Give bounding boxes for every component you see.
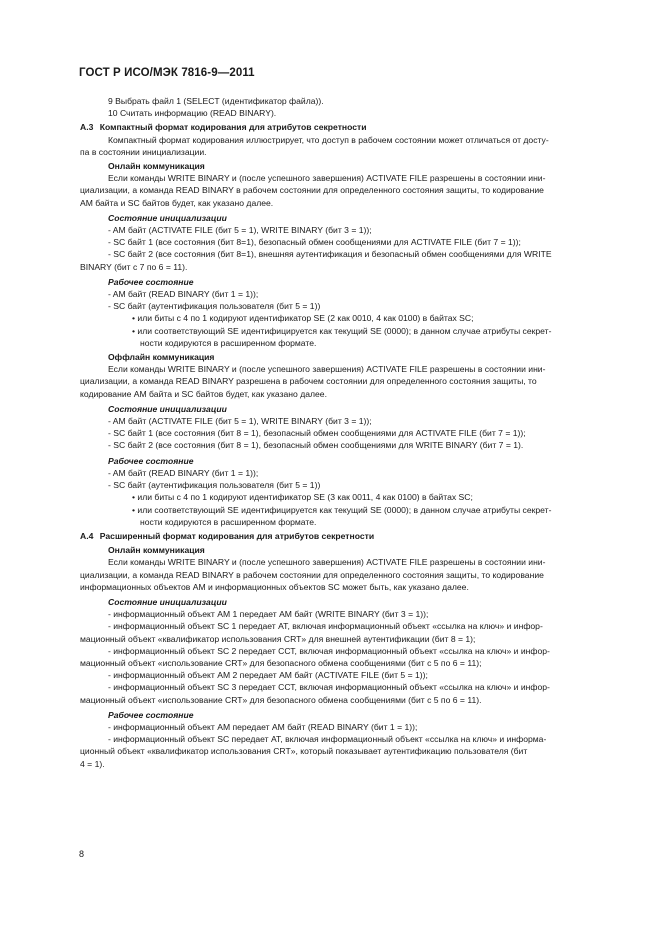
list-item: - информационный объект SC 3 передает ССТ, включая информационный объект «ссылка на ключ» и инфор- — [108, 682, 550, 693]
subheading-init-state: Состояние инициализации — [108, 212, 227, 223]
list-item: - AM байт (ACTIVATE FILE (бит 5 = 1), WRITE BINARY (бит 3 = 1)); — [108, 416, 372, 427]
section-a3-heading — [80, 121, 616, 133]
list-item: - информационный объект АМ 2 передает АМ байт (ACTIVATE FILE (бит 5 = 1)); — [108, 670, 428, 681]
list-item: - SC байт 2 (все состояния (бит 8=1), внешняя аутентификация и безопасный обмен сообщениями для WRITE — [108, 249, 552, 260]
list-item: - информационный объект АМ передает АМ байт (READ BINARY (бит 1 = 1)); — [108, 721, 418, 732]
list-item: - SC байт 2 (все состояния (бит 8 = 1), безопасный обмен сообщениями для WRITE BINARY (бит 7 = 1). — [108, 440, 524, 451]
subheading-online: Онлайн коммуникация — [108, 161, 205, 172]
section-a4-number: А.4 — [80, 530, 94, 541]
list-item-continuation: ционный объект «квалификатор использования CRT», который показывает аутентификацию пользователя (бит — [80, 746, 528, 757]
section-a3-number: А.3 — [80, 122, 94, 133]
step-9: 9 Выбрать файл 1 (SELECT (идентификатор файла)). — [108, 96, 324, 106]
document-header: ГОСТ Р ИСО/МЭК 7816-9—2011 — [79, 67, 255, 79]
paragraph-line: Компактный формат кодирования иллюстрирует, что доступ в рабочем состоянии может отличаться от досту- — [108, 134, 549, 145]
list-item: - информационный объект АМ 1 передает АМ байт (WRITE BINARY (бит 3 = 1)); — [108, 609, 429, 620]
list-item: - информационный объект SC 1 передает АТ, включая информационный объект «ссылка на ключ» и инфор- — [108, 621, 543, 632]
list-item-continuation: мационный объект «квалификатор использования CRT» для внешней аутентификации (бит 8 = 1); — [80, 633, 476, 644]
paragraph-line: Если команды WRITE BINARY и (после успешного завершения) ACTIVATE FILE разрешены в состоянии ини- — [108, 557, 546, 568]
sub-list-item-continuation: ности кодируются в расширенном формате. — [140, 337, 317, 348]
paragraph-line: циализации, а команда READ BINARY в рабочем состоянии для определенного состояния защиты, то кодирование — [80, 569, 544, 580]
subheading-work-state: Рабочее состояние — [108, 455, 194, 466]
section-a3-title: Компактный формат кодирования для атрибутов секретности — [99, 122, 367, 133]
sub-list-item-continuation: ности кодируются в расширенном формате. — [140, 516, 317, 527]
list-item-continuation: мационный объект «использование CRT» для безопасного обмена сообщениями (бит с 5 по 6 = 11); — [80, 657, 482, 668]
step-10: 10 Считать информацию (READ BINARY). — [108, 108, 277, 119]
subheading-online: Онлайн коммуникация — [108, 545, 205, 556]
list-item-continuation: BINARY (бит с 7 по 6 = 11). — [80, 261, 188, 272]
list-item-continuation: мационный объект «использование CRT» для безопасного обмена сообщениями (бит с 5 по 6 = 11). — [80, 694, 482, 705]
sub-list-item: • или соответствующий SE идентифицируется как текущий SE (0000); в данном случае атрибуты секрет- — [132, 325, 552, 336]
page-number: 8 — [79, 849, 85, 859]
sub-list-item: • или соответствующий SE идентифицируется как текущий SE (0000); в данном случае атрибуты секрет- — [132, 504, 552, 515]
sub-list-item: • или биты с 4 по 1 кодируют идентификатор SE (2 как 0010, 4 как 0100) в байтах SC; — [132, 313, 474, 324]
sub-list-item: • или биты с 4 по 1 кодируют идентификатор SE (3 как 0011, 4 как 0100) в байтах SC; — [132, 492, 473, 503]
section-a4-heading — [80, 530, 616, 542]
paragraph-line: Если команды WRITE BINARY и (после успешного завершения) ACTIVATE FILE разрешены в состоянии ини- — [108, 173, 546, 184]
list-item: - SC байт 1 (все состояния (бит 8=1), безопасный обмен сообщениями для ACTIVATE FILE (бит 7 = 1)); — [108, 237, 521, 248]
list-item: - SC байт (аутентификация пользователя (бит 5 = 1)) — [108, 480, 321, 491]
paragraph-line: АМ байта и SC байтов будет, как указано далее. — [80, 197, 274, 208]
paragraph-line: циализации, а команда READ BINARY в рабочем состоянии для определенного состояния защиты, то кодирование — [80, 185, 544, 196]
list-item-continuation: 4 = 1). — [80, 758, 105, 769]
list-item: - информационный объект SC 2 передает ССТ, включая информационный объект «ссылка на ключ» и инфор- — [108, 645, 550, 656]
paragraph-line: Если команды WRITE BINARY и (после успешного завершения) ACTIVATE FILE разрешены в состоянии ини- — [108, 364, 546, 375]
list-item: - AM байт (ACTIVATE FILE (бит 5 = 1), WRITE BINARY (бит 3 = 1)); — [108, 225, 372, 236]
subheading-work-state: Рабочее состояние — [108, 709, 194, 720]
paragraph-line: кодирование AM байта и SC байтов будет, как указано далее. — [80, 388, 327, 399]
subheading-init-state: Состояние инициализации — [108, 596, 227, 607]
paragraph-line: па в состоянии инициализации. — [80, 146, 207, 157]
list-item: - SC байт (аутентификация пользователя (бит 5 = 1)) — [108, 301, 321, 312]
subheading-init-state: Состояние инициализации — [108, 403, 227, 414]
document-body — [80, 95, 616, 770]
list-item: - AM байт (READ BINARY (бит 1 = 1)); — [108, 289, 259, 300]
subheading-work-state: Рабочее состояние — [108, 276, 194, 287]
paragraph-line: информационных объектов АМ и информационных объектов SC может быть, как указано далее. — [80, 581, 469, 592]
list-item: - AM байт (READ BINARY (бит 1 = 1)); — [108, 467, 259, 478]
list-item: - SC байт 1 (все состояния (бит 8 = 1), безопасный обмен сообщениями для ACTIVATE FILE (бит 7 = 1)); — [108, 428, 526, 439]
subheading-offline: Оффлайн коммуникация — [108, 352, 215, 363]
paragraph-line: циализации, а команда READ BINARY разрешена в рабочем состоянии для определенного состояния защиты, то — [80, 376, 537, 387]
list-item: - информационный объект SC передает АТ, включая информационный объект «ссылка на ключ» и информа- — [108, 734, 547, 745]
section-a4-title: Расширенный формат кодирования для атрибутов секретности — [99, 530, 375, 541]
